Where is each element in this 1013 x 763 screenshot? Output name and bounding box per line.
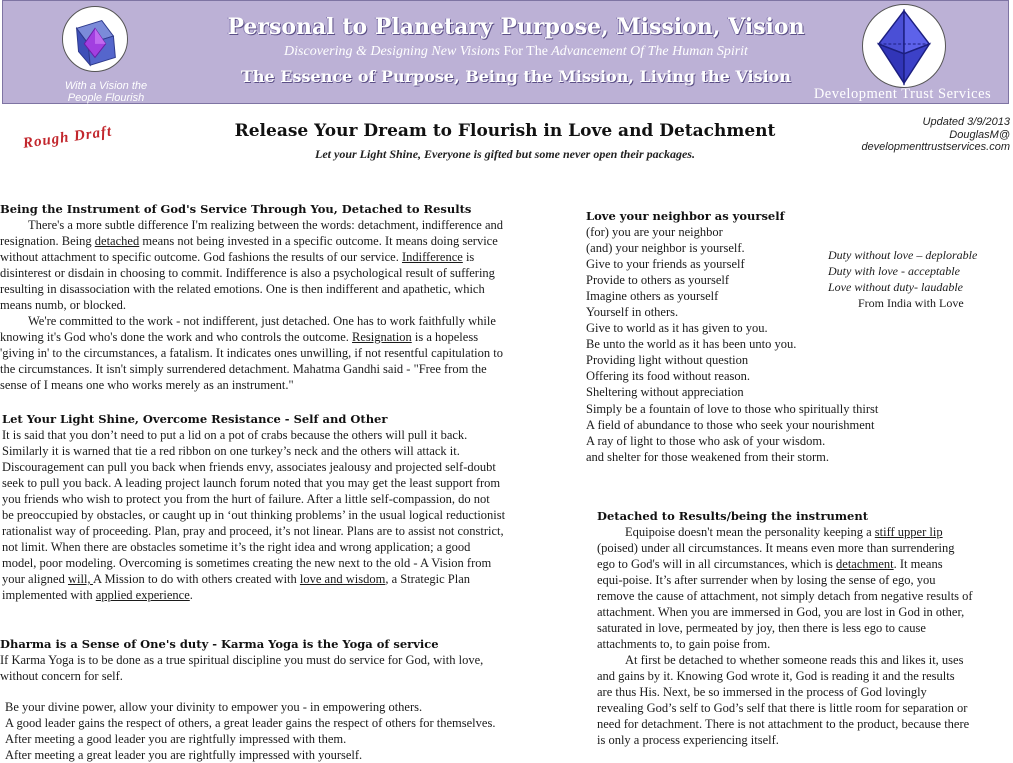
section-heading: Dharma is a Sense of One's duty - Karma Yoga is the Yoga of service [0, 637, 439, 651]
text-line: attachment. When you are immersed in God, you are lost in God in other, [597, 605, 965, 619]
subtitle-part-b: For The [503, 44, 548, 59]
cube-crystal-icon [62, 6, 128, 72]
text-line: saturated in love, permeated by joy, then there is less ego to cause [597, 621, 926, 635]
document-title: Release Your Dream to Flourish in Love and Detachment [234, 121, 776, 141]
organization-name: Development Trust Services [813, 86, 992, 102]
text-line: your aligned will, A Mission to do with others created with love and wisdom, a Strategic Plan [2, 572, 471, 586]
text-line: seek to pull you back. A leading project launch forum noted that you may get the least support from [2, 476, 501, 490]
section-love-neighbor [586, 208, 846, 400]
author-email-domain[interactable]: developmenttrustservices.com [861, 141, 1010, 153]
text-line: Equipoise doesn't mean the personality keeping a stiff upper lip [625, 525, 943, 539]
text-line: resulting in disassociation with the related emotions. One is then indifferent and apathetic, which [0, 282, 485, 296]
subtitle-part-c: Advancement Of The Human Spirit [551, 44, 748, 59]
text-line: There's a more subtle difference I'm realizing between the words: detachment, indifference and [28, 218, 504, 232]
text-line: without attachment to specific outcome. God fashions the results of our service. Indifference is [0, 250, 475, 264]
underlined-term: Indifference [401, 250, 463, 264]
text-line: need for detachment. There is not attachment to the product, because there [597, 717, 970, 731]
poem-line: Give to your friends as yourself [586, 257, 745, 271]
section-detached-to-results [597, 508, 1007, 748]
text-line: We're committed to the work - not indifferent, just detached. One has to work faithfully while [28, 314, 496, 328]
poem-line: Be unto the world as it has been unto you. [586, 337, 797, 351]
tagline-line-2: People Flourish [67, 92, 145, 104]
document-tagline: Let your Light Shine, Everyone is gifted but some never open their packages. [315, 147, 695, 161]
text-line: sense of I means one who works merely as an instrument." [0, 378, 294, 392]
underlined-term: Resignation [352, 330, 412, 344]
page-subtitle [216, 44, 816, 60]
text-line: attachments to, to gain poise from. [597, 637, 771, 651]
text-line: the circumstances. It isn't simply surrendered detachment. Mahatma Gandhi said - "Free from the [0, 362, 487, 376]
text-line: not limit. When there are obstacles sometime it’s the right idea and wrong application; a good [2, 540, 471, 554]
poem-line: Simply be a fountain of love to those who spiritually thirst [586, 402, 879, 416]
underlined-term: applied experience [95, 588, 190, 602]
text-line: After meeting a good leader you are rightfully impressed with them. [5, 732, 347, 746]
text-line: and gains by it. Knowing God wrote it, God is reading it and the results [597, 669, 955, 683]
text-line: revealing God’s self to God’s self that there is little room for separation or [597, 701, 968, 715]
poem-line: Sheltering without appreciation [586, 385, 744, 399]
section-heading: Let Your Light Shine, Overcome Resistance - Self and Other [2, 412, 388, 426]
duty-quote [828, 247, 1008, 311]
update-info [800, 116, 1010, 154]
poem-line: Yourself in others. [586, 305, 679, 319]
updated-date: Updated 3/9/2013 [922, 116, 1010, 128]
text-line: (poised) under all circumstances. It means even more than surrendering [597, 541, 955, 555]
underlined-term: detached [94, 234, 140, 248]
octahedron-icon [862, 4, 946, 88]
quote-line: Duty with love - acceptable [828, 264, 960, 278]
text-line: remove the cause of attachment, not simply detach from negative results of [597, 589, 973, 603]
subtitle-part-a: Discovering & Designing New Visions [284, 44, 500, 59]
poem-line: Providing light without question [586, 353, 749, 367]
section-fountain [586, 401, 1006, 465]
text-line: you friends who wish to protect you from the hurt of failure. After a little self-compassion, do not [2, 492, 490, 506]
text-line: disinterest or disdain in choosing to commit. Indifference is also a psychological result of suffering [0, 266, 495, 280]
poem-line: Imagine others as yourself [586, 289, 719, 303]
text-line: resignation. Being detached means not being invested in a specific outcome. It means doing service [0, 234, 498, 248]
underlined-term: love and wisdom [299, 572, 386, 586]
poem-line: A field of abundance to those who seek your nourishment [586, 418, 875, 432]
text-line: implemented with applied experience. [2, 588, 193, 602]
poem-line: A ray of light to those who ask of your wisdom. [586, 434, 826, 448]
tagline-line-1: With a Vision the [64, 80, 148, 92]
section-let-your-light-shine [2, 411, 562, 603]
quote-attribution: From India with Love [858, 296, 964, 310]
text-line: At first be detached to whether someone reads this and likes it, uses [625, 653, 964, 667]
text-line: equi-poise. It’s after surrender when by losing the sense of ego, you [597, 573, 936, 587]
text-line: Be your divine power, allow your divinity to empower you - in empowering others. [5, 700, 423, 714]
section-dharma [0, 636, 560, 684]
secondary-title: The Essence of Purpose, Being the Mission, Living the Vision [241, 67, 791, 86]
text-line: means numb, or blocked. [0, 298, 127, 312]
poem-line: Give to world as it has given to you. [586, 321, 768, 335]
text-line: be preoccupied by obstacles, or caught up in ‘out thinking problems’ in the usual logical reductionist [2, 508, 506, 522]
tagline [48, 80, 164, 104]
section-heading: Detached to Results/being the instrument [597, 509, 869, 523]
underlined-term: stiff upper lip [874, 525, 943, 539]
poem-line: Offering its food without reason. [586, 369, 750, 383]
text-line: 'giving in' to the circumstances, a fatalism. It indicates ones unwilling, if not resentful capitulation to [0, 346, 503, 360]
page-title: Personal to Planetary Purpose, Mission, Vision [227, 14, 805, 40]
text-line: It is said that you don’t need to put a lid on a pot of crabs because the others will pull it back. [2, 428, 468, 442]
text-line: Discouragement can pull you back when friends envy, associates jealousy and projected self-doubt [2, 460, 496, 474]
text-line: After meeting a great leader you are rightfully impressed with yourself. [5, 748, 363, 762]
text-line: model, poor modeling. Overcoming is sometimes creating the new next to the old - A Vision from [2, 556, 492, 570]
poem-line: Provide to others as yourself [586, 273, 730, 287]
text-line: A good leader gains the respect of others, a great leader gains the respect of others for themselves. [5, 716, 496, 730]
poem-line: (and) your neighbor is yourself. [586, 241, 745, 255]
section-heading: Being the Instrument of God's Service Through You, Detached to Results [0, 202, 472, 216]
poem-line: and shelter for those weakened from their storm. [586, 450, 829, 464]
rough-draft-stamp: Rough Draft [22, 123, 114, 152]
text-line: is only a process experiencing itself. [597, 733, 779, 747]
text-line: ego to God's will in all circumstances, which is detachment. It means [597, 557, 943, 571]
underlined-term: will, [67, 572, 93, 586]
quote-line: Duty without love – deplorable [828, 248, 978, 262]
author-email[interactable]: DouglasM@ [949, 128, 1010, 141]
underlined-term: detachment [836, 557, 894, 571]
quote-line: Love without duty- laudable [828, 280, 963, 294]
text-line: are thus His. Next, be so immersed in the process of God lovingly [597, 685, 927, 699]
section-instrument [0, 201, 560, 393]
text-line: without concern for self. [0, 669, 123, 683]
text-line: knowing it's God who's done the work and who controls the outcome. Resignation is a hopeless [0, 330, 479, 344]
text-line: Similarly it is warned that tie a red ribbon on one turkey’s neck and the others will attack it. [2, 444, 460, 458]
section-divine-power [5, 699, 565, 763]
text-line: If Karma Yoga is to be done as a true spiritual discipline you must do service for God, with love, [0, 653, 484, 667]
poem-line: (for) you are your neighbor [586, 225, 723, 239]
section-heading: Love your neighbor as yourself [586, 209, 785, 223]
text-line: rationalist way of proceeding. Plan, pray and proceed, it’s not linear. Plans are to assist not constrict, [2, 524, 504, 538]
